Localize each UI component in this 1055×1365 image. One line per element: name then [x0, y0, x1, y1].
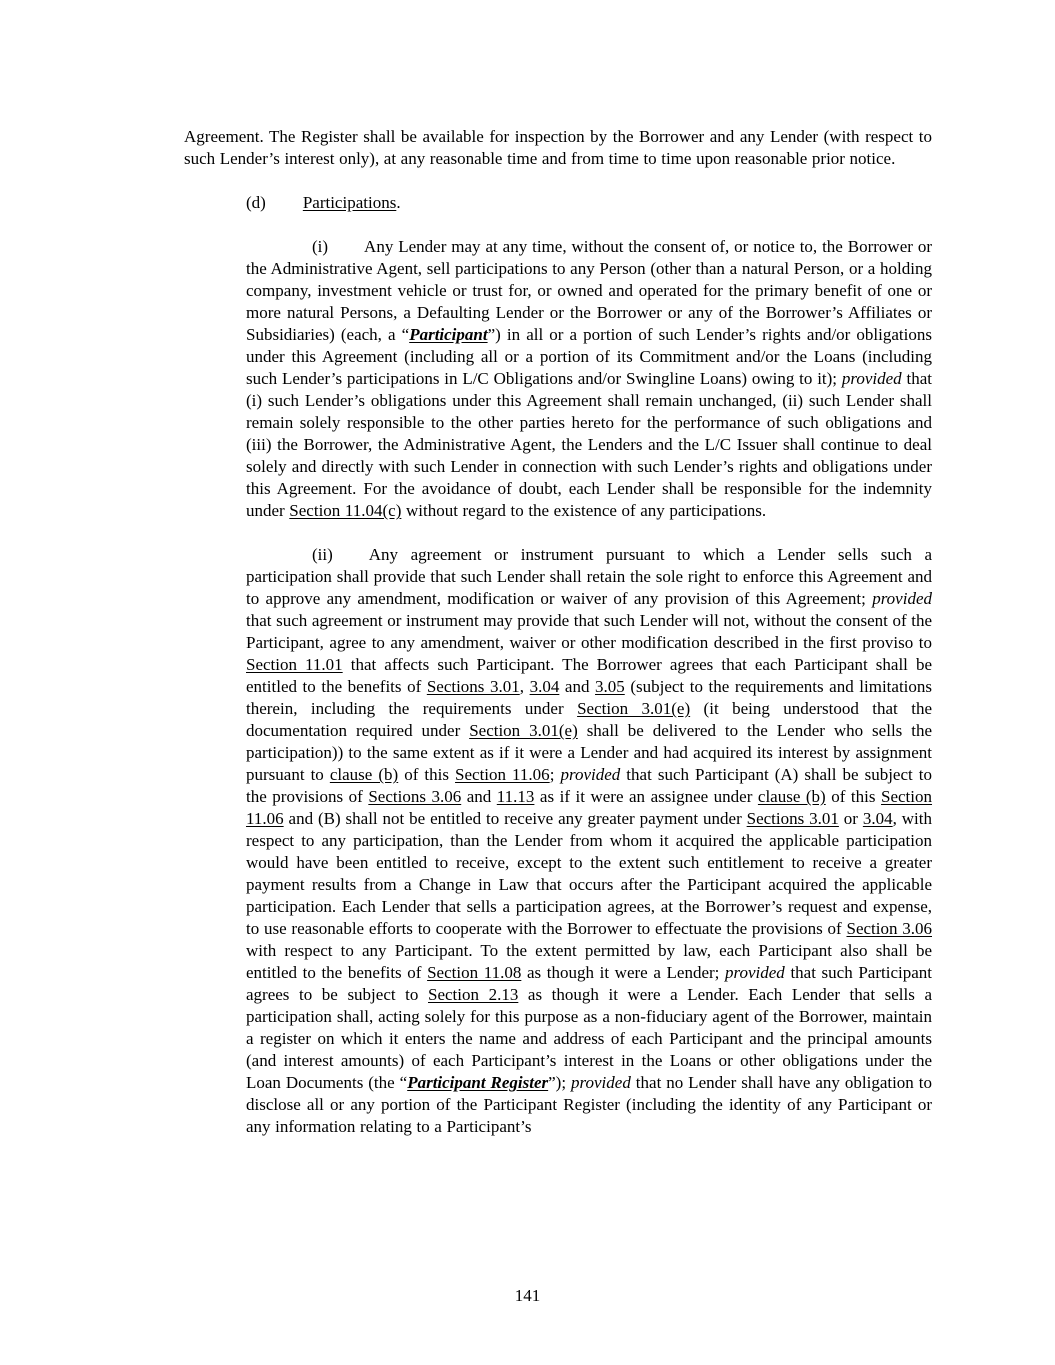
paragraph-d	[246, 192, 932, 214]
text-segment: Section 3.01(e)	[577, 699, 691, 718]
text-segment: clause (b)	[329, 765, 399, 784]
text-segment: 3.04	[529, 677, 560, 696]
text-segment: that (i) such Lender’s obligations under this Agreement shall remain unchanged, (ii) such Lender shall remain solely responsible to the other parties hereto for the performance of such obligations and (iii) the Borrower, the Administrative Agent, the Lenders and the L/C Issuer shall continue to deal solely and directly with such Lender in connection with such Lender’s rights and obligations under this Agreement. For the avoidance of doubt, each Lender shall be responsible for the indemnity under	[246, 369, 932, 520]
text-segment: Section 11.01	[246, 655, 343, 674]
text-segment: Sections 3.01	[746, 809, 839, 828]
page-number: 141	[514, 1286, 541, 1305]
text-segment: Participant Register	[407, 1073, 549, 1092]
text-segment: Any Lender may at any time, without the consent of, or notice to, the Borrower or the Administrative Agent, sell participations to any Person (other than a natural Person, or a holding company, investment vehicle or trust for, or owned and operated for the primary benefit of one or more natural Persons, a Defaulting Lender or the Borrower or any of the Borrower’s Affiliates or Subsidiaries) (each, a “	[246, 237, 932, 344]
text-segment: , with respect to any participation, than the Lender from whom it acquired the applicable participation would have been entitled to receive, except to the extent such entitlement to receive a greater payment results from a Change in Law that occurs after the Participant acquired the applicable participation. Each Lender that sells a participation agrees, at the Borrower’s request and expense, to use reasonable efforts to cooperate with the Borrower to effectuate the provisions of	[246, 809, 932, 938]
text-segment: and	[559, 677, 596, 696]
text-segment: Any agreement or instrument pursuant to which a Lender sells such a participation shall provide that such Lender shall retain the sole right to enforce this Agreement and to approve any amendment, modification or waiver of any provision of this Agreement;	[246, 545, 932, 608]
text-segment: Agreement. The Register shall be available for inspection by the Borrower and any Lender (with respect to such Lender’s interest only), at any reasonable time and from time to time upon reasonable prior notice.	[184, 127, 932, 168]
text-segment: of this	[825, 787, 882, 806]
text-segment: 3.04	[862, 809, 893, 828]
text-segment: Participant	[409, 325, 488, 344]
text-segment: that affects such Participant. The Borrower agrees that each Participant shall be entitled to the benefits of	[246, 655, 932, 696]
paragraph-body	[184, 126, 932, 170]
text-segment: Section 11.06	[246, 787, 933, 828]
text-segment: and (B) shall not be entitled to receive any greater payment under	[283, 809, 747, 828]
text-segment: as though it were a Lender. Each Lender that sells a participation shall, acting solely for this purpose as a non-fiduciary agent of the Borrower, maintain a register on which it enters the name and address of each Participant and the principal amounts (and interest amounts) of each Participant’s interest in the Loans or other obligations under the Loan Documents (the “	[246, 985, 932, 1092]
text-segment: as if it were an assignee under	[534, 787, 758, 806]
text-segment: Sections 3.06	[368, 787, 462, 806]
paragraph-label: (ii)	[312, 545, 333, 564]
text-segment: Section 3.06	[846, 919, 932, 938]
text-segment: that such Participant (A) shall be subject to the provisions of	[246, 765, 932, 806]
paragraph-ii	[246, 544, 932, 1138]
text-segment: Section 11.08	[427, 963, 522, 982]
text-segment: Participations	[302, 193, 397, 212]
paragraph-i	[246, 236, 932, 522]
text-segment: provided	[560, 765, 621, 784]
text-segment: (subject to the requirements and limitations therein, including the requirements under	[246, 677, 933, 718]
text-segment: provided	[725, 963, 785, 982]
text-segment: 11.13	[496, 787, 535, 806]
text-segment: ,	[519, 677, 530, 696]
text-segment: (it being understood that the documentation required under	[246, 699, 932, 740]
text-segment: clause (b)	[757, 787, 826, 806]
text-segment: that no Lender shall have any obligation to disclose all or any portion of the Participant Register (including the identity of any Participant or any information relating to a Participant’s	[246, 1073, 932, 1136]
text-segment: provided	[841, 369, 902, 388]
text-segment: ”);	[548, 1073, 572, 1092]
paragraph-label: (d)	[246, 193, 266, 212]
text-segment: ;	[549, 765, 561, 784]
text-segment: Section 11.06	[455, 765, 550, 784]
text-segment: Section 11.04(c)	[289, 501, 402, 520]
text-segment: Sections 3.01	[426, 677, 520, 696]
text-segment: Section 2.13	[428, 985, 519, 1004]
text-segment: and	[461, 787, 497, 806]
text-segment: or	[838, 809, 863, 828]
text-segment: that such agreement or instrument may provide that such Lender will not, without the consent of the Participant, agree to any amendment, waiver or other modification described in the first proviso to	[246, 611, 932, 652]
text-segment: ”) in all or a portion of such Lender’s rights and/or obligations under this Agreement (including all or a portion of its Commitment and/or the Loans (including such Lender’s participations in L/C Obligations and/or Swingline Loans) owing to it);	[246, 325, 932, 388]
text-segment: provided	[872, 589, 932, 608]
text-segment: of this	[398, 765, 456, 784]
text-segment: as though it were a Lender;	[521, 963, 725, 982]
text-segment: 3.05	[595, 677, 625, 696]
text-segment: Section 3.01(e)	[469, 721, 578, 740]
text-segment: .	[396, 193, 401, 212]
text-segment: with respect to any Participant. To the extent permitted by law, each Participant also shall be entitled to the benefits of	[246, 941, 932, 982]
text-segment: without regard to the existence of any participations.	[401, 501, 767, 520]
text-segment: shall be delivered to the Lender who sells the participation)) to the same extent as if it were a Lender and had acquired its interest by assignment pursuant to	[246, 721, 932, 784]
paragraph-label: (i)	[312, 237, 329, 256]
text-segment: that such Participant agrees to be subject to	[246, 963, 932, 1004]
text-segment: provided	[571, 1073, 631, 1092]
document-body	[184, 126, 932, 1138]
